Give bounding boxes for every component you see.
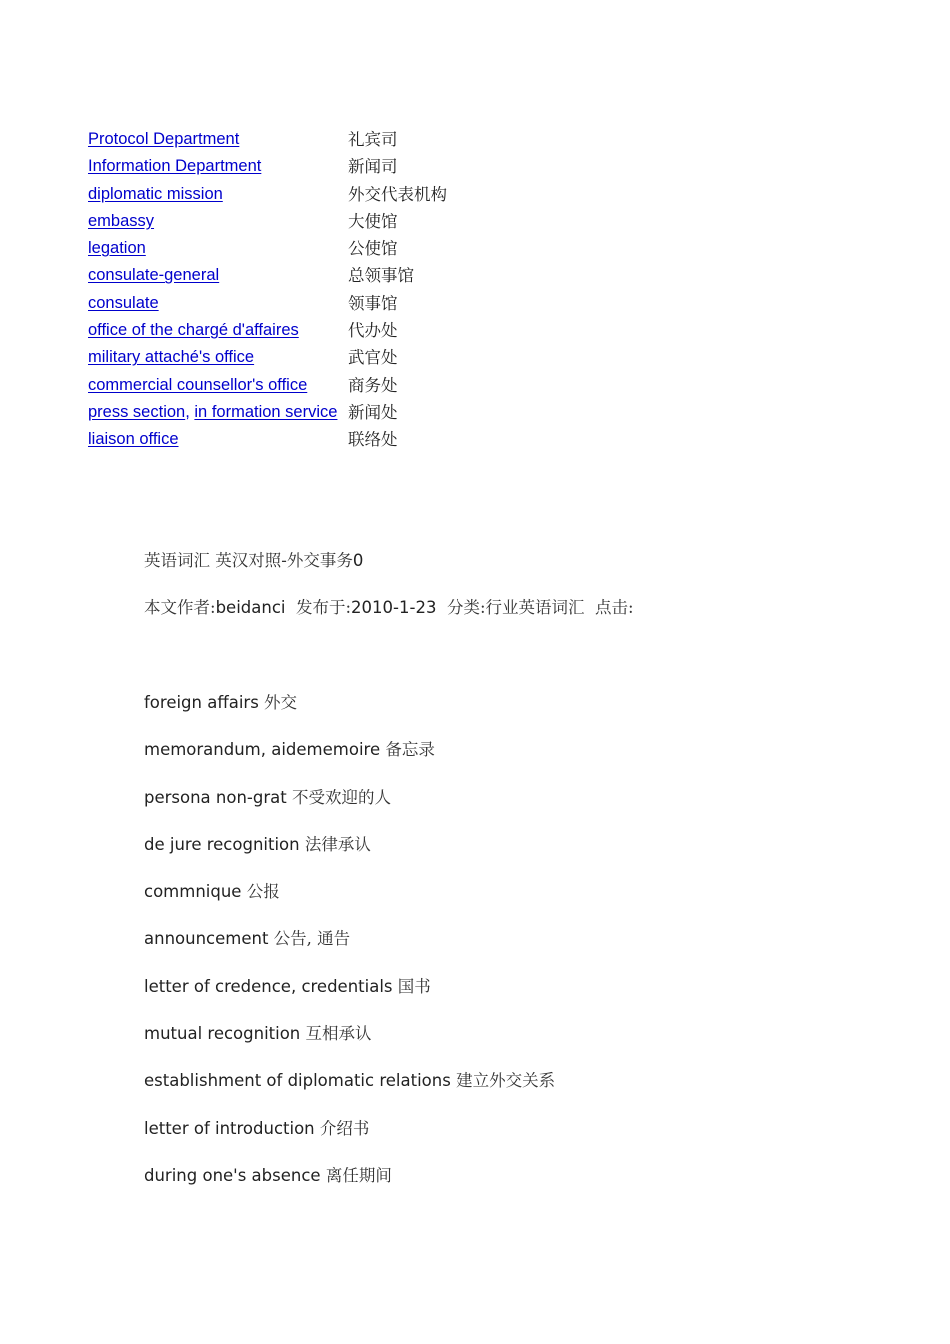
term-item xyxy=(144,1115,634,1162)
author-value: beidanci xyxy=(215,598,286,617)
term-en: establishment of diplomatic relations xyxy=(144,1071,451,1091)
link-term-en xyxy=(88,426,179,453)
link-term-zh: 大使馆 xyxy=(348,211,398,231)
term-link[interactable]: office of the chargé d'affaires xyxy=(88,321,299,340)
term-zh: 介绍书 xyxy=(319,1118,370,1138)
term-zh: 备忘录 xyxy=(385,740,435,760)
term-en: persona non-grat xyxy=(144,787,287,807)
term-en: memorandum, aidememoire xyxy=(144,740,381,760)
term-en: letter of introduction xyxy=(144,1118,315,1138)
link-term-en xyxy=(88,208,154,235)
article-meta xyxy=(144,594,634,621)
term-link[interactable]: military attaché's office xyxy=(88,348,255,367)
category-value: 行业英语词汇 xyxy=(485,598,585,617)
term-item xyxy=(144,784,634,831)
term-item xyxy=(144,1162,634,1209)
term-en: mutual recognition xyxy=(144,1024,301,1044)
link-term-zh: 新闻司 xyxy=(348,157,398,177)
term-en: during one's absence xyxy=(144,1165,321,1185)
link-term-zh: 总领事馆 xyxy=(348,266,414,286)
link-term-en xyxy=(88,126,239,153)
published-label: 发布于: xyxy=(295,598,352,617)
term-en: de jure recognition xyxy=(144,834,300,854)
term-zh: 不受欢迎的人 xyxy=(291,787,391,807)
term-zh: 法律承认 xyxy=(304,834,371,854)
term-item xyxy=(144,925,634,972)
link-term-en xyxy=(88,372,307,399)
term-zh: 建立外交关系 xyxy=(456,1071,556,1091)
published-value: 2010-1-23 xyxy=(351,598,437,617)
link-term-zh: 商务处 xyxy=(348,375,398,395)
link-term-zh: 礼宾司 xyxy=(348,130,398,149)
link-term-zh: 外交代表机构 xyxy=(348,184,447,204)
clicks-label: 点击: xyxy=(595,598,634,617)
term-link[interactable]: commercial counsellor's office xyxy=(88,375,308,394)
term-zh: 公报 xyxy=(246,882,280,902)
term-en: commnique xyxy=(144,882,242,902)
term-item xyxy=(144,831,634,878)
term-link[interactable]: legation xyxy=(88,239,146,258)
link-term-zh: 联络处 xyxy=(348,430,398,450)
article-title xyxy=(144,547,634,574)
term-link[interactable]: consulate xyxy=(88,293,159,312)
link-term-en xyxy=(88,181,223,208)
link-term-zh: 武官处 xyxy=(348,348,398,368)
term-link[interactable]: diplomatic mission xyxy=(88,184,223,203)
term-en: letter of credence, credentials xyxy=(144,976,393,996)
term-zh: 外交 xyxy=(264,693,298,712)
link-term-zh: 公使馆 xyxy=(348,239,398,259)
link-term-zh: 新闻处 xyxy=(348,402,398,422)
term-item xyxy=(144,973,634,1020)
term-link[interactable]: press section xyxy=(88,402,186,421)
article xyxy=(144,547,634,1209)
term-zh: 离任期间 xyxy=(325,1165,392,1185)
term-link[interactable]: liaison office xyxy=(88,430,179,449)
link-term-en xyxy=(88,262,219,289)
term-link[interactable]: Protocol Department xyxy=(88,130,240,148)
term-zh: 国书 xyxy=(397,976,431,996)
link-term-en xyxy=(88,290,159,317)
term-link[interactable]: embassy xyxy=(88,211,155,230)
term-item xyxy=(144,1067,634,1114)
link-term-en xyxy=(88,153,261,180)
term-zh: 互相承认 xyxy=(305,1024,372,1044)
link-term-zh: 领事馆 xyxy=(348,293,398,313)
link-term-en xyxy=(88,235,146,262)
term-item xyxy=(144,689,634,736)
term-en: foreign affairs xyxy=(144,693,259,712)
term-link[interactable]: Information Department xyxy=(88,157,262,176)
link-term-en xyxy=(88,344,254,371)
term-link[interactable]: consulate-general xyxy=(88,266,220,285)
category-label: 分类: xyxy=(446,598,486,617)
term-link[interactable]: in formation service xyxy=(194,402,338,421)
term-en: announcement xyxy=(144,929,269,949)
term-item xyxy=(144,1020,634,1067)
link-term-en xyxy=(88,317,299,344)
link-term-zh: 代办处 xyxy=(348,321,398,341)
article-title-text: 英语词汇 英汉对照-外交事务 xyxy=(144,551,353,570)
term-item xyxy=(144,736,634,783)
term-item xyxy=(144,878,634,925)
link-separator: , xyxy=(185,402,195,421)
author-label: 本文作者: xyxy=(144,598,216,617)
article-title-number: 0 xyxy=(352,551,364,570)
term-list xyxy=(144,689,634,1209)
term-zh: 公告, 通告 xyxy=(273,929,351,949)
link-term-en xyxy=(88,399,337,426)
